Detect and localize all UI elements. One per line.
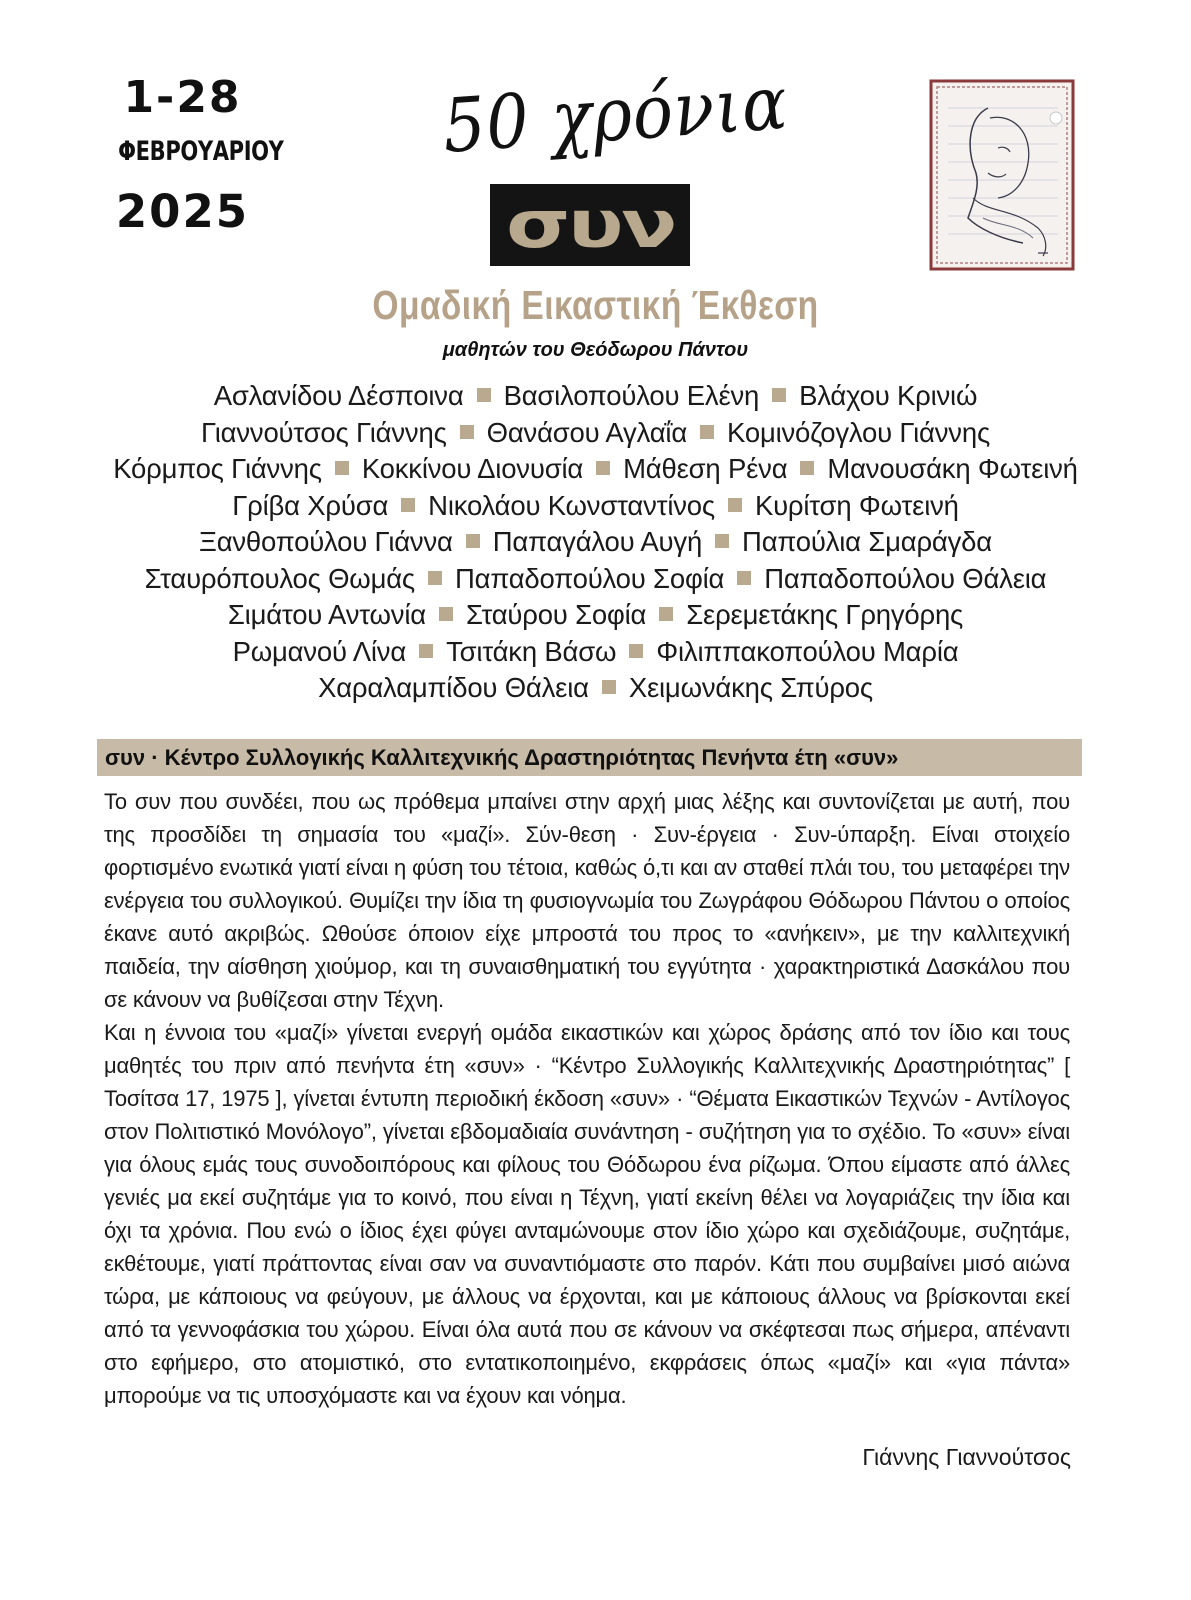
participants-row: [60, 561, 1131, 598]
square-separator-icon: [428, 571, 442, 585]
square-separator-icon: [477, 388, 491, 402]
article-body: [104, 785, 1070, 1412]
exhibition-title: Ομαδική Εικαστική Έκθεση: [372, 282, 819, 328]
participant-name: Κόρμπος Γιάννης: [113, 453, 322, 484]
participant-name: Ρωμανού Λίνα: [232, 635, 407, 667]
participants-list: [60, 378, 1131, 707]
participant-name: Βασιλοπούλου Ελένη: [503, 380, 760, 411]
participant-name: Παπαγάλου Αυγή: [492, 526, 703, 557]
participant-name: Σταυρόπουλος Θωμάς: [144, 562, 415, 594]
participant-name: Παπαδοπούλου Σοφία: [454, 562, 725, 594]
participants-row: [60, 488, 1131, 525]
date-range: 1-28: [123, 72, 242, 123]
participant-name: Τσιτάκη Βάσω: [446, 635, 617, 667]
square-separator-icon: [439, 607, 453, 621]
participant-name: Γρίβα Χρύσα: [232, 489, 389, 521]
logo-badge-text: συν: [505, 186, 675, 263]
participant-name: Ξανθοπούλου Γιάννα: [199, 526, 453, 557]
participant-name: Χαραλαμπίδου Θάλεια: [318, 672, 589, 703]
participant-name: Μάθεση Ρένα: [623, 453, 788, 484]
participant-name: Κυρίτση Φωτεινή: [754, 489, 959, 521]
syn-logo: [440, 59, 791, 272]
section-banner: συν · Κέντρο Συλλογικής Καλλιτεχνικής Δραστηριότητας Πενήντα έτη «συν»: [97, 739, 1082, 776]
square-separator-icon: [800, 461, 814, 475]
square-separator-icon: [460, 425, 474, 439]
participant-name: Ασλανίδου Δέσποινα: [213, 380, 464, 411]
participant-name: Παπούλια Σμαράγδα: [742, 526, 992, 557]
participant-name: Χειμωνάκης Σπύρος: [628, 672, 873, 703]
participant-name: Μανουσάκη Φωτεινή: [827, 453, 1078, 484]
square-separator-icon: [737, 571, 751, 585]
square-separator-icon: [728, 498, 742, 512]
square-separator-icon: [335, 461, 349, 475]
exhibition-dates: [100, 72, 284, 238]
article-author: Γιάννης Γιαννούτσος: [862, 1444, 1071, 1470]
logo-script-text: 50 χρόνια: [440, 59, 791, 170]
square-separator-icon: [659, 607, 673, 621]
participant-name: Φιλιππακοπούλου Μαρία: [656, 635, 959, 667]
square-separator-icon: [629, 644, 643, 658]
participant-name: Σερεμετάκης Γρηγόρης: [686, 599, 964, 630]
participants-row: [60, 524, 1131, 561]
participants-row: [60, 378, 1131, 415]
date-year: 2025: [115, 185, 250, 238]
square-separator-icon: [715, 534, 729, 548]
participants-row: [60, 451, 1131, 488]
square-separator-icon: [700, 425, 714, 439]
participants-row: [60, 670, 1131, 707]
square-separator-icon: [772, 388, 786, 402]
logo-badge: [490, 184, 690, 266]
participant-name: Γιαννούτσος Γιάννης: [200, 416, 447, 448]
participant-name: Παπαδοπούλου Θάλεια: [764, 562, 1047, 594]
square-separator-icon: [602, 680, 616, 694]
participant-name: Σταύρου Σοφία: [465, 599, 647, 630]
participants-row: [60, 415, 1131, 452]
participants-row: [60, 597, 1131, 634]
participant-name: Σιμάτου Αντωνία: [227, 599, 426, 630]
participant-name: Νικολάου Κωνσταντίνος: [428, 489, 715, 521]
participant-name: Κοκκίνου Διονυσία: [361, 453, 584, 484]
exhibition-subtitle: μαθητών του Θεόδωρου Πάντου: [442, 339, 749, 361]
square-separator-icon: [596, 461, 610, 475]
square-separator-icon: [419, 644, 433, 658]
participant-name: Θανάσου Αγλαΐα: [486, 416, 688, 448]
article-paragraph: Το συν που συνδέει, που ως πρόθεμα μπαίνει στην αρχή μιας λέξης και συντονίζεται με αυτή, που της προσδίδει τη σημασία του «μαζί». Σύν-θεση · Συν-έργεια · Συν-ύπαρξη. Είναι στοιχείο φορτισμένο ενωτικά γιατί είναι η φύση του τέτοια, καθώς ό,τι και αν σταθεί πλάι του, του μεταφέρει την ενέργεια του συλλογικού. Θυμίζει την ίδια τη φυσιογνωμία του Ζωγράφου Θόδωρου Πάντου ο οποίος έκανε αυτό ακριβώς. Ωθούσε όποιον είχε μπροστά του προς το «ανήκειν», με την καλλιτεχνική παιδεία, την αίσθηση χιούμορ, και τη συναισθηματική του εγγύτητα · χαρακτηριστικά Δασκάλου που σε κάνουν να βυθίζεσαι στην Τέχνη.: [104, 789, 1070, 1012]
square-separator-icon: [401, 498, 415, 512]
article-paragraph: Και η έννοια του «μαζί» γίνεται ενεργή ομάδα εικαστικών και χώρος δράσης από τον ίδιο και τους μαθητές του πριν από πενήντα έτη «συν» · “Κέντρο Συλλογικής Καλλιτεχνικής Δραστηριότητας” [ Τοσίτσα 17, 1975 ], γίνεται έντυπη περιοδική έκδοση «συν» · “Θέματα Εικαστικών Τεχνών - Αντίλογος στον Πολιτιστικό Μονόλογο”, γίνεται εβδομαδιαία συνάντηση - συζήτηση για το σχέδιο. Το «συν» είναι για όλους εμάς τους συνοδοιπόρους και φίλους του Θόδωρου ένα ρίζωμα. Όπου είμαστε από άλλες γενιές μα εκεί συζητάμε για το κοινό, που είναι η Τέχνη, γιατί εκείνη θέλει να λογαριάζεις την ίδια και όχι τα χρόνια. Που ενώ ο ίδιος έχει φύγει ανταμώνουμε στον ίδιο χώρο και σχεδιάζουμε, συζητάμε, εκθέτουμε, γιατί πράττοντας είναι σαν να συναντιόμαστε στο παρόν. Κάτι που συμβαίνει μισό αιώνα τώρα, με κάποιους να φεύγουν, με άλλους να έρχονται, και με κάποιους άλλους να βρίσκονται εκεί από τα γεννοφάσκια του χώρου. Είναι όλα αυτά που σε κάνουν να σκέφτεσαι πως σήμερα, απέναντι στο εφήμερο, στο ατομιστικό, στο εντατικοποιημένο, εκφράσεις όπως «μαζί» και «για πάντα» μπορούμε να τις υποσχόμαστε και να έχουν και νόημα.: [104, 1020, 1070, 1408]
sketch-portrait-image: [928, 78, 1076, 272]
participants-row: [60, 634, 1131, 671]
date-month: ΦΕΒΡΟΥΑΡΙΟΥ: [118, 136, 284, 167]
square-separator-icon: [466, 534, 480, 548]
participant-name: Βλάχου Κρινιώ: [799, 380, 978, 411]
participant-name: Κομινόζογλου Γιάννης: [727, 416, 991, 448]
